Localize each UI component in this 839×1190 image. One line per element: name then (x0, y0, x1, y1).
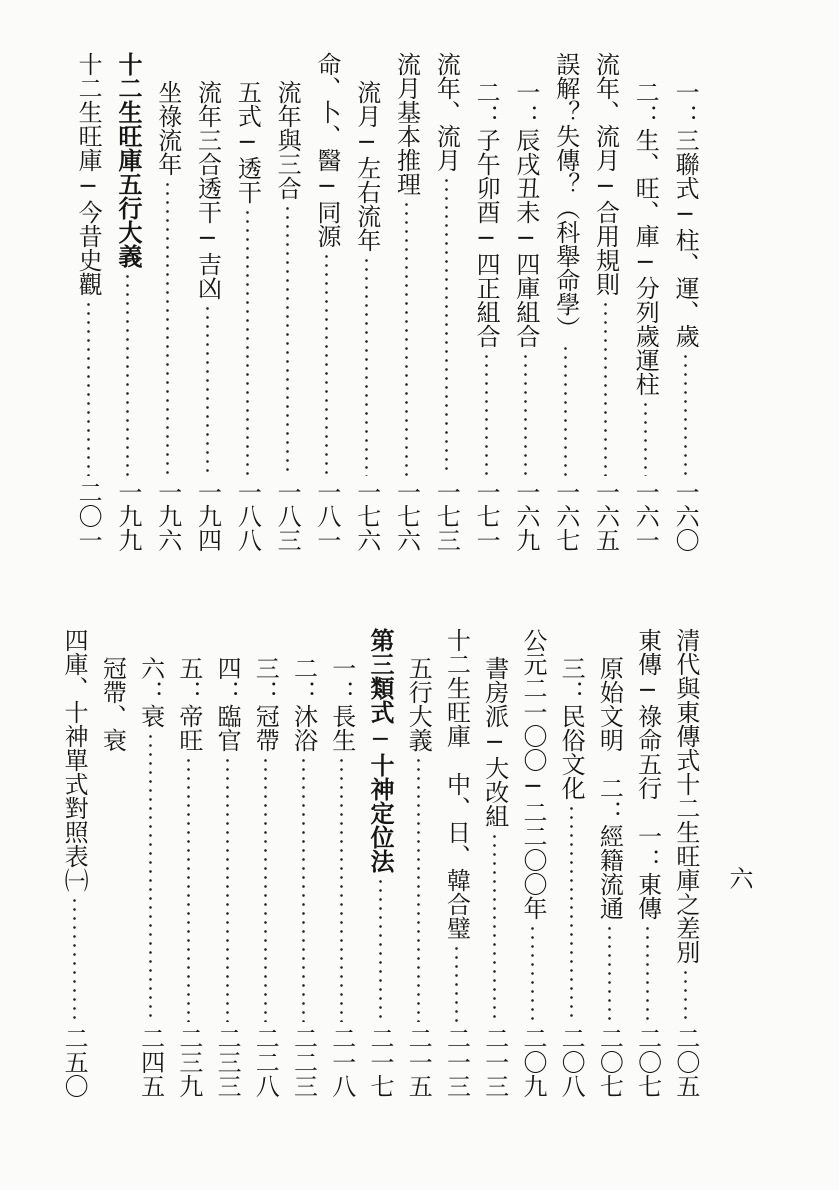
toc-entry-page: 二四五 (136, 1026, 165, 1098)
toc-entry-leader (417, 756, 420, 1022)
toc-entry-title: 流年、流月 (432, 52, 461, 172)
toc-entry[interactable] (55, 628, 93, 1098)
toc-entry-title: 流月─左右流年 (352, 80, 381, 252)
page-number: 六 (725, 866, 753, 890)
toc-entry-title: 十二生旺庫五行大義 (113, 52, 143, 268)
toc-entry-page: 二三三 (213, 1026, 242, 1098)
toc-entry-page: 一八一 (312, 480, 341, 552)
toc-entry[interactable] (399, 628, 437, 1098)
toc-entry[interactable] (148, 52, 188, 552)
toc-entry-title: 坐祿流年 (153, 80, 182, 176)
toc-entry-title: 流年、流月─合用規則 (591, 52, 620, 296)
toc-entry[interactable] (188, 52, 228, 552)
toc-entry-page: 一七六 (392, 480, 421, 552)
toc-entry[interactable] (246, 628, 284, 1098)
toc-entry-leader (608, 924, 611, 1022)
toc-entry-page: 一六一 (631, 480, 660, 552)
toc-entry[interactable] (93, 628, 131, 1098)
toc-entry-leader (166, 180, 169, 476)
toc-entry-title: 誤解？失傳？（科舉命學） (551, 52, 580, 340)
toc-entry[interactable] (546, 52, 586, 552)
toc-entry[interactable] (307, 52, 347, 552)
toc-entry[interactable] (323, 628, 361, 1098)
toc-entry[interactable] (552, 628, 590, 1098)
toc-entry-page: 二〇五 (671, 1026, 700, 1098)
toc-entry-title: 命、卜、醫─同源 (312, 52, 341, 248)
toc-entry-leader (493, 832, 496, 1022)
toc-entry[interactable] (208, 628, 246, 1098)
toc-entry[interactable] (347, 52, 387, 552)
toc-entry-page: 二二三 (289, 1026, 318, 1098)
toc-entry-page: 一八八 (233, 480, 262, 552)
toc-entry[interactable] (361, 628, 399, 1098)
toc-entry[interactable] (514, 628, 552, 1098)
toc-entry-page: 二一五 (404, 1026, 433, 1098)
toc-entry-leader (684, 968, 687, 1022)
toc-entry-title: 三：冠帶 (251, 656, 280, 752)
toc-entry-leader (340, 756, 343, 1022)
toc-entry-leader (246, 208, 249, 476)
toc-entry-page: 一六九 (511, 480, 540, 552)
toc-entry-page: 一九六 (153, 480, 182, 552)
toc-entry[interactable] (590, 628, 628, 1098)
toc-entry-page: 一七三 (432, 480, 461, 552)
toc-entry-title: 流年與三合 (273, 80, 302, 200)
toc-entry-leader (126, 272, 129, 476)
toc-entry-title: 四庫、十神單式對照表㈠ (60, 628, 89, 892)
toc-entry[interactable] (387, 52, 427, 552)
toc-entry-title: 六：衰 (136, 656, 165, 728)
toc-entry-leader (365, 256, 368, 476)
toc-top-columns (55, 52, 705, 552)
toc-entry-title: 二：子午卯酉─四正組合 (472, 80, 501, 348)
toc-entry-page: 一六七 (551, 480, 580, 552)
toc-entry-leader (570, 804, 573, 1022)
toc-entry-title: 流年三合透干─吉凶 (193, 80, 222, 300)
toc-entry-leader (187, 756, 190, 1022)
toc-entry[interactable] (68, 52, 108, 552)
toc-entry-title: 冠帶、衰 (98, 656, 127, 752)
toc-entry-page: 二二八 (251, 1026, 280, 1098)
toc-entry-title: 二：沐浴 (289, 656, 318, 752)
toc-entry-leader (286, 204, 289, 476)
toc-entry-title: 五：帝旺 (174, 656, 203, 752)
toc-entry-leader (485, 352, 488, 476)
toc-entry-leader (646, 924, 649, 1022)
toc-entry[interactable] (586, 52, 626, 552)
toc-entry-title: 二：生、旺、庫─分列歲運柱 (631, 80, 660, 396)
toc-entry-page: 二一三 (480, 1026, 509, 1098)
toc-entry-page: 二〇七 (595, 1026, 624, 1098)
toc-entry-title: 五行大義 (404, 656, 433, 752)
toc-entry[interactable] (466, 52, 506, 552)
toc-entry-page: 一七一 (472, 480, 501, 552)
toc-entry-title: 十二生旺庫─今昔史觀 (74, 52, 103, 296)
toc-entry-page: 二一八 (327, 1026, 356, 1098)
toc-entry-page: 二〇九 (518, 1026, 547, 1098)
toc-entry-title: 五式─透干 (233, 80, 262, 204)
toc-entry[interactable] (476, 628, 514, 1098)
toc-entry-title: 四：臨官 (213, 656, 242, 752)
toc-entry[interactable] (506, 52, 546, 552)
toc-entry-title: 一：辰戌丑未─四庫組合 (511, 80, 540, 348)
toc-entry-page: 二〇八 (557, 1026, 586, 1098)
toc-entry-page: 一七六 (352, 480, 381, 552)
toc-entry-page: 二〇七 (633, 1026, 662, 1098)
toc-entry[interactable] (284, 628, 322, 1098)
toc-entry-leader (73, 896, 76, 1022)
toc-entry-page: 一六五 (591, 480, 620, 552)
toc-entry[interactable] (131, 628, 169, 1098)
toc-entry[interactable] (629, 628, 667, 1098)
toc-bottom-section (55, 628, 705, 1098)
toc-entry-leader (226, 756, 229, 1022)
toc-entry-leader (87, 300, 90, 476)
toc-entry-leader (564, 344, 567, 476)
toc-bottom-columns (55, 628, 705, 1098)
toc-entry-leader (206, 304, 209, 476)
toc-entry-page: 一八三 (273, 480, 302, 552)
toc-entry-leader (302, 756, 305, 1022)
toc-entry-leader (644, 400, 647, 476)
toc-entry-title: 三：民俗文化 (557, 656, 586, 800)
toc-entry[interactable] (227, 52, 267, 552)
toc-entry-page: 二五〇 (60, 1026, 89, 1098)
toc-entry-leader (524, 352, 527, 476)
toc-entry-title: 公元二一〇〇─二二〇〇年 (518, 628, 547, 920)
toc-entry-title: 一：長生 (327, 656, 356, 752)
toc-entry-title: 流月基本推理 (392, 52, 421, 196)
toc-entry-page: 一九四 (193, 480, 222, 552)
toc-entry[interactable] (667, 628, 705, 1098)
toc-entry-leader (604, 300, 607, 476)
toc-entry-leader (684, 352, 687, 476)
toc-entry-leader (455, 944, 458, 1022)
toc-entry-title: 東傳─祿命五行 一：東傳 (633, 628, 662, 920)
toc-entry-title: 第三類式─十神定位法 (366, 628, 395, 873)
toc-entry[interactable] (437, 628, 475, 1098)
toc-entry-page: 二一七 (366, 1026, 394, 1098)
toc-entry-title: 十二生旺庫 中、日、韓合璧 (442, 628, 471, 940)
toc-entry[interactable] (625, 52, 665, 552)
toc-entry-page: 二〇一 (74, 480, 103, 552)
toc-entry[interactable] (108, 52, 148, 552)
toc-entry-page: 一六〇 (671, 480, 700, 552)
toc-entry[interactable] (267, 52, 307, 552)
toc-entry-page: 一九九 (113, 480, 142, 552)
toc-entry[interactable] (665, 52, 705, 552)
toc-entry-title: 書房派─大改組 (480, 656, 509, 828)
toc-entry-leader (405, 200, 408, 476)
toc-entry-title: 一：三聯式─柱、運、歲 (671, 80, 700, 348)
toc-entry-leader (445, 176, 448, 476)
toc-top-section (55, 52, 705, 552)
toc-entry-leader (264, 756, 267, 1022)
toc-entry-title: 原始文明 二：經籍流通 (595, 656, 624, 920)
toc-entry-title: 清代與東傳式十二生旺庫之差別 (671, 628, 700, 964)
toc-entry-leader (325, 252, 328, 476)
toc-entry-page: 二一三 (442, 1026, 471, 1098)
toc-entry-leader (531, 924, 534, 1022)
toc-entry-leader (379, 877, 382, 1022)
toc-entry-leader (149, 732, 152, 1022)
toc-entry[interactable] (170, 628, 208, 1098)
toc-entry[interactable] (426, 52, 466, 552)
toc-entry-page: 二三九 (174, 1026, 203, 1098)
